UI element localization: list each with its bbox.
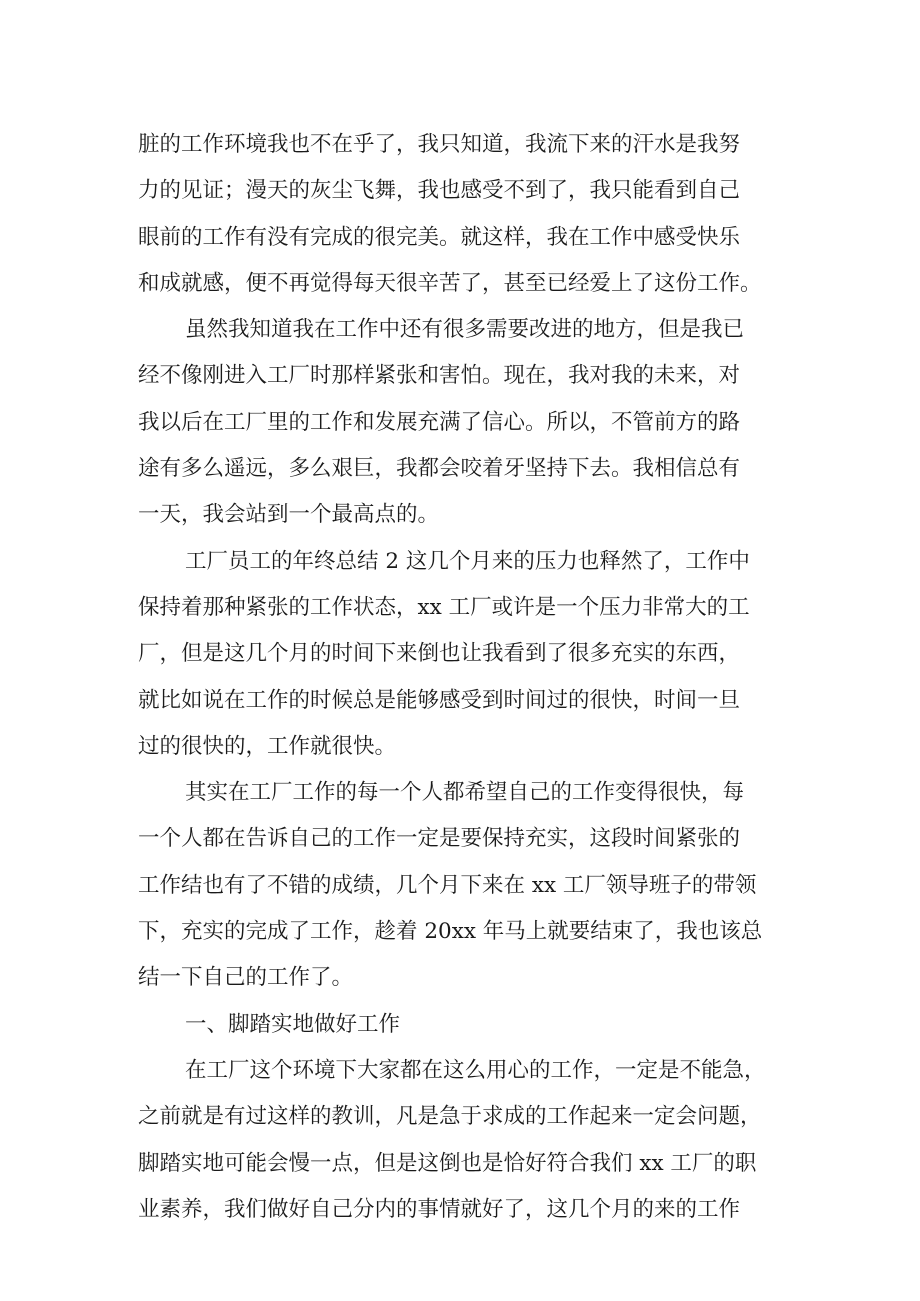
text-line: 之前就是有过这样的教训，凡是急于求成的工作起来一定会问题， xyxy=(138,1104,762,1130)
text-line: 工作结也有了不错的成绩，几个月下来在 xx 工厂领导班子的带领 xyxy=(138,872,757,898)
text-line: 眼前的工作有没有完成的很完美。就这样，我在工作中感受快乐 xyxy=(138,224,741,250)
text-line: 其实在工厂工作的每一个人都希望自己的工作变得很快，每 xyxy=(185,780,745,806)
text-line: 和成就感，便不再觉得每天很辛苦了，甚至已经爱上了这份工作。 xyxy=(138,270,762,296)
text-line: 业素养，我们做好自己分内的事情就好了，这几个月的来的工作 xyxy=(138,1196,741,1222)
text-line: 虽然我知道我在工作中还有很多需要改进的地方，但是我已 xyxy=(185,317,745,343)
text-line: 厂，但是这几个月的时间下来倒也让我看到了很多充实的东西， xyxy=(138,641,741,667)
text-line: 经不像刚进入工厂时那样紧张和害怕。现在，我对我的未来，对 xyxy=(138,363,741,389)
text-line: 下，充实的完成了工作，趁着 20xx 年马上就要结束了，我也该总 xyxy=(138,919,763,945)
text-line: 力的见证；漫天的灰尘飞舞，我也感受不到了，我只能看到自己 xyxy=(138,178,741,204)
text-line: 就比如说在工作的时候总是能够感受到时间过的很快，时间一旦 xyxy=(138,687,741,713)
text-line: 工厂员工的年终总结 2 这几个月来的压力也释然了，工作中 xyxy=(185,548,750,574)
text-line: 一、脚踏实地做好工作 xyxy=(185,1011,401,1037)
text-line: 脚踏实地可能会慢一点，但是这倒也是恰好符合我们 xx 工厂的职 xyxy=(138,1150,757,1176)
text-line: 途有多么遥远，多么艰巨，我都会咬着牙坚持下去。我相信总有 xyxy=(138,456,741,482)
text-line: 一天，我会站到一个最高点的。 xyxy=(138,502,440,528)
text-line: 我以后在工厂里的工作和发展充满了信心。所以，不管前方的路 xyxy=(138,409,741,435)
text-line: 结一下自己的工作了。 xyxy=(138,965,354,991)
text-line: 脏的工作环境我也不在乎了，我只知道，我流下来的汗水是我努 xyxy=(138,132,741,157)
text-line: 一个人都在告诉自己的工作一定是要保持充实，这段时间紧张的 xyxy=(138,826,741,852)
text-line: 保持着那种紧张的工作状态，xx 工厂或许是一个压力非常大的工 xyxy=(138,594,750,620)
text-line: 过的很快的，工作就很快。 xyxy=(138,733,397,759)
text-line: 在工厂这个环境下大家都在这么用心的工作，一定是不能急， xyxy=(185,1057,766,1083)
document-page xyxy=(138,122,788,1233)
